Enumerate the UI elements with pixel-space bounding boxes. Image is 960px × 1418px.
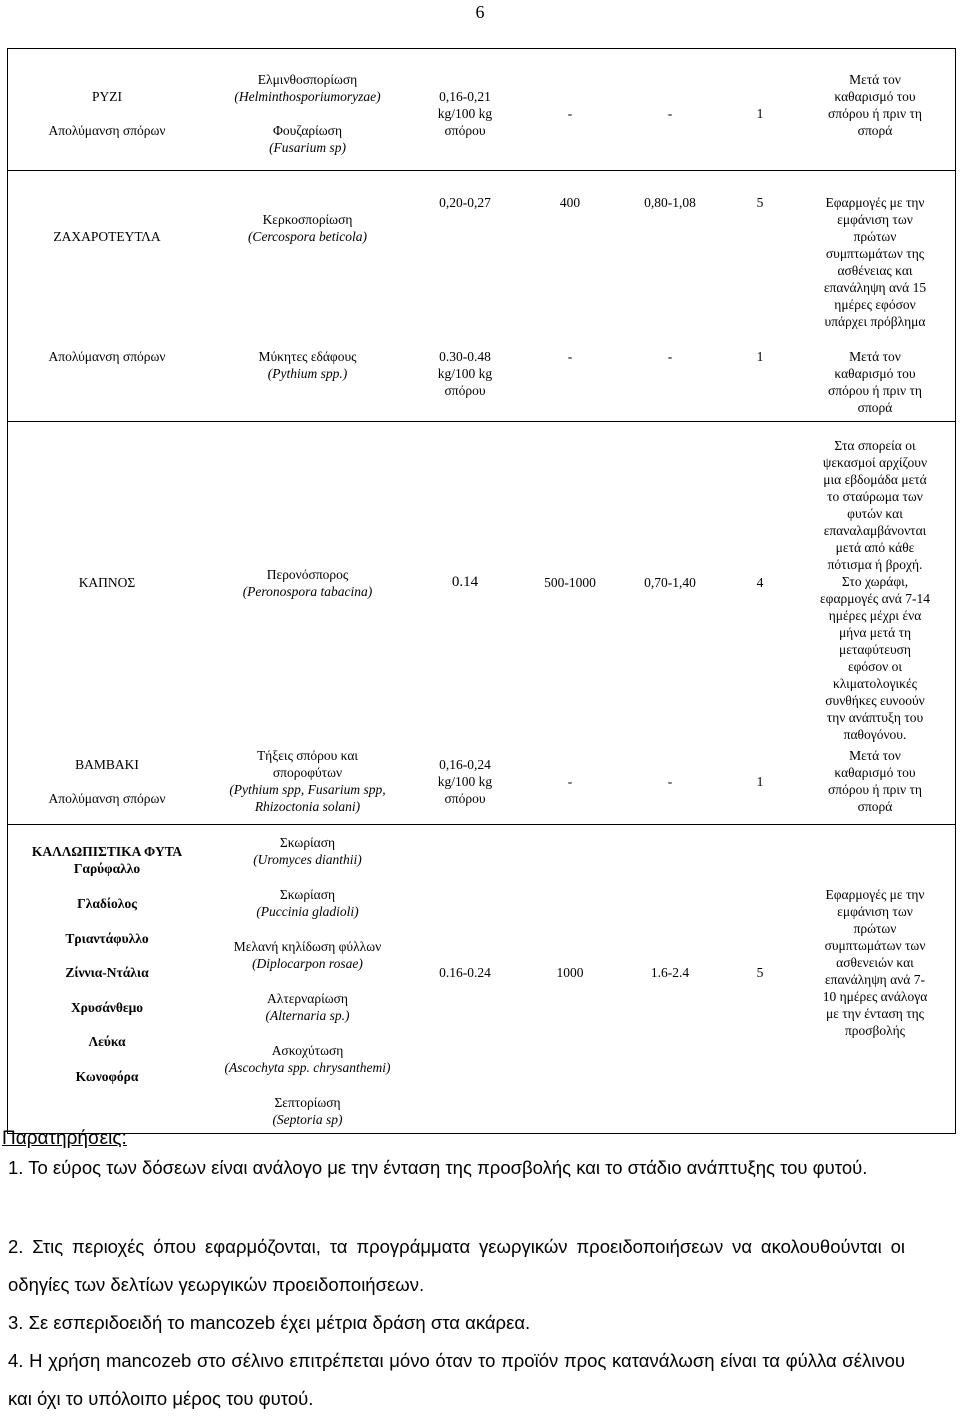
dose2-cell: 0,80-1,08 [644,195,696,210]
disease-cell: Περονόσπορος (Peronospora tabacina) [242,567,373,599]
notes-cell: Εφαρμογές με την εμφάνιση των πρώτων συμπτωμάτων της ασθένειας και επανάληψη ανά 15 ημέρες εφόσον υπάρχει πρόβλημα [823,195,927,329]
dose-cell: 0.14 [451,574,479,590]
list-item: Χρυσάνθεμο [70,1000,144,1015]
disease-cell: Μύκητες εδάφους (Pythium spp.) [258,349,357,381]
apps-cell: 5 [756,965,764,980]
crop-cell: ΚΑΠΝΟΣ [78,575,136,590]
list-item: Ζίννια-Ντάλια [65,965,149,980]
crop-cell: ΖΑΧΑΡΟΤΕΥΤΛΑ [53,229,161,244]
disease-cell: Σεπτορίωση (Septoria sp) [272,1095,343,1127]
disease-cell: Αλτερναρίωση (Alternaria sp.) [265,991,350,1023]
crop-cell: ΡΥΖΙ Απολύμανση σπόρων [48,89,166,138]
dose2-cell: - [667,349,673,364]
notes-cell: Μετά τον καθαρισμό του σπόρου ή πριν τη σπορά [828,349,922,415]
disease-cell: Κερκοσπορίωση (Cercospora beticola) [247,212,368,244]
dose-cell: 0.16-0.24 [439,965,491,980]
crop-cell: Απολύμανση σπόρων [48,349,166,364]
apps-cell: 1 [756,349,764,364]
row-divider [7,421,956,422]
dose-cell: 0,16-0,24 kg/100 kg σπόρου [437,757,493,806]
volume-cell: - [567,106,573,121]
disease-cell: Ελμινθοσπορίωση (Helminthosporiumoryzae) Φουζαρίωση (Fusarium sp) [234,72,381,155]
volume-cell: 500-1000 [544,575,596,590]
list-item: Γλαδίολος [77,896,137,911]
crop-cell: ΒΑΜΒΑΚΙ Απολύμανση σπόρων [48,757,166,806]
row-divider [7,824,956,825]
disease-cell: Ασκοχύτωση (Ascochyta spp. chrysanthemi) [224,1043,391,1075]
notes-cell: Εφαρμογές με την εμφάνιση των πρώτων συμπτωμάτων των ασθενειών και επανάληψη ανά 7- 10 ημέρες ανάλογα με την ένταση της προσβολής [822,887,928,1038]
disease-cell: Τήξεις σπόρου και σποροφύτων (Pythium spp, Fusarium spp, Rhizoctonia solani) [229,748,386,814]
volume-cell: 1000 [556,965,584,980]
note-item: 3. Σε εσπεριδοειδή το mancozeb έχει μέτρια δράση στα ακάρεα. [8,1312,531,1333]
dose2-cell: - [667,106,673,121]
note-item: 2. Στις περιοχές όπου εφαρμόζονται, τα προγράμματα γεωργικών προειδοποιήσεων να ακολουθούνται οι οδηγίες των δελτίων γεωργικών προειδοποιήσεων. [8,1236,905,1295]
note-item: 4. Η χρήση mancozeb στο σέλινο επιτρέπεται μόνο όταν το προϊόν προς κατανάλωση είναι τα φύλλα σέλινου και όχι το υπόλοιπο μέρος του φυτού. [8,1350,905,1409]
volume-cell: - [567,349,573,364]
row-divider [7,170,956,171]
dose-cell: 0.30-0.48 kg/100 kg σπόρου [437,349,493,398]
apps-cell: 1 [756,774,764,789]
dose2-cell: 0,70-1,40 [644,575,696,590]
apps-cell: 4 [756,575,764,590]
page-number: 6 [475,2,485,22]
dose2-cell: 1.6-2.4 [650,965,690,980]
disease-cell: Σκωρίαση (Uromyces dianthii) [253,835,362,867]
dose-cell: 0,20-0,27 [439,195,491,210]
list-item: Κωνοφόρα [75,1069,139,1084]
disease-cell: Σκωρίαση (Puccinia gladioli) [256,887,359,919]
volume-cell: - [567,774,573,789]
dose-cell: 0,16-0,21 kg/100 kg σπόρου [437,89,493,138]
list-item: Τριαντάφυλλο [65,931,149,946]
list-item: Λεύκα [88,1034,126,1049]
dose2-cell: - [667,774,673,789]
volume-cell: 400 [559,195,581,210]
plants-list [12,895,202,1085]
disease-cell: Μελανή κηλίδωση φύλλων (Diplocarpon rosae) [233,939,382,971]
notes-cell: Μετά τον καθαρισμό του σπόρου ή πριν τη σπορά [828,72,922,138]
notes-cell: Στα σπορεία οι ψεκασμοί αρχίζουν μια εβδομάδα μετά το σταύρωμα των φυτών και επαναλαμβάνονται μετά από κάθε πότισμα ή βροχή. Στο χωράφι, εφαρμογές ανά 7-14 ημέρες μέχρι ένα μήνα μετά τη μεταφύτευση εφόσον οι κλιματολογικές συνθήκες ευνοούν την ανάπτυξη του παθογόνου. [820,438,930,742]
notes-title: Παρατηρήσεις: [2,1128,127,1149]
note-item: 1. Το εύρος των δόσεων είναι ανάλογο με την ένταση της προσβολής και το στάδιο ανάπτυξης του φυτού. [8,1157,868,1178]
apps-cell: 1 [756,106,764,121]
apps-cell: 5 [756,195,764,210]
notes-cell: Μετά τον καθαρισμό του σπόρου ή πριν τη σπορά [828,748,922,814]
crop-cell: ΚΑΛΛΩΠΙΣΤΙΚΑ ΦΥΤΑ Γαρύφαλλο [31,844,183,876]
